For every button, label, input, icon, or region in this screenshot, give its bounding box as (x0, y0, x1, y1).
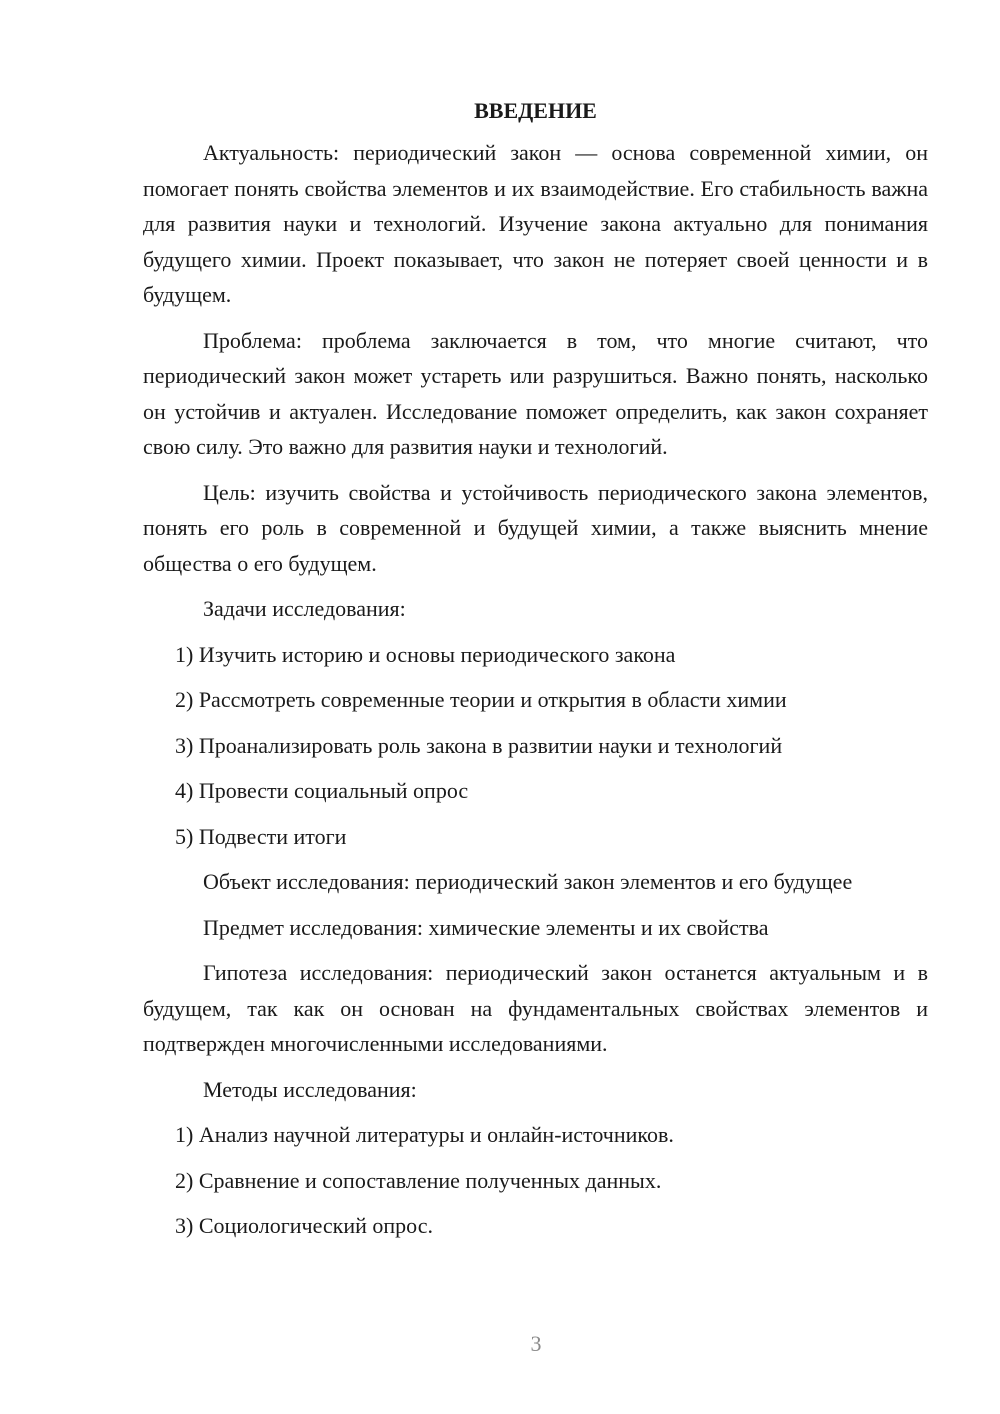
list-item: 1) Анализ научной литературы и онлайн-источников. (175, 1122, 674, 1147)
paragraph-subject: Предмет исследования: химические элементы и их свойства (203, 914, 769, 940)
tasks-heading: Задачи исследования: (203, 596, 406, 621)
paragraph-relevance: Актуальность: периодический закон — основа современной химии, он помогает понять свойства элементов и их взаимодействие. Его стабильность важна для развития науки и технологий. Изучение закона актуально для понимания будущего химии. Проект показывает, что закон не потеряет своей ценности и в будущем. (143, 140, 928, 307)
page-title: ВВЕДЕНИЕ (474, 98, 597, 123)
tasks-list (143, 637, 928, 855)
methods-list (143, 1117, 928, 1244)
document-page (143, 96, 928, 1254)
list-item: 4) Провести социальный опрос (175, 778, 469, 803)
list-item: 5) Подвести итоги (175, 823, 347, 849)
list-item: 3) Социологический опрос. (175, 1213, 433, 1238)
paragraph-goal: Цель: изучить свойства и устойчивость периодического закона элементов, понять его роль в современной и будущей химии, а также выяснить мнение общества о его будущем. (143, 479, 928, 576)
list-item: 2) Сравнение и сопоставление полученных данных. (175, 1167, 662, 1193)
list-item: 1) Изучить историю и основы периодического закона (175, 641, 676, 667)
paragraph-hypothesis: Гипотеза исследования: периодический закон останется актуальным и в будущем, так как он основан на фундаментальных свойствах элементов и подтвержден многочисленными исследованиями. (143, 960, 928, 1056)
methods-heading: Методы исследования: (203, 1076, 417, 1102)
page-number: 3 (530, 1331, 542, 1356)
list-item: 2) Рассмотреть современные теории и открытия в области химии (175, 687, 787, 712)
list-item: 3) Проанализировать роль закона в развитии науки и технологий (175, 732, 783, 758)
paragraph-object: Объект исследования: периодический закон элементов и его будущее (203, 869, 853, 894)
paragraph-problem: Проблема: проблема заключается в том, что многие считают, что периодический закон может устареть или разрушиться. Важно понять, насколько он устойчив и актуален. Исследование поможет определить, как закон сохраняет свою силу. Это важно для развития науки и технологий. (143, 327, 928, 459)
